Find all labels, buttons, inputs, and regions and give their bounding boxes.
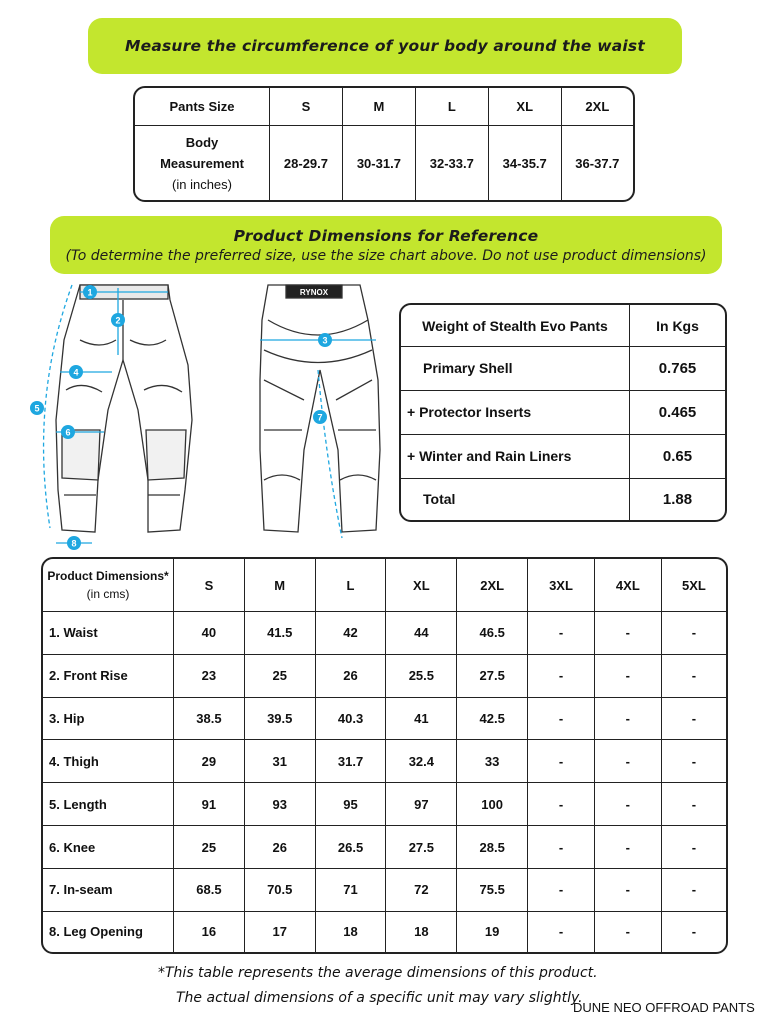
dim-cell: 31.7 [316, 740, 387, 783]
dim-cell: 25 [245, 655, 316, 698]
dim-cell: 19 [457, 912, 528, 952]
dim-cell: - [595, 655, 662, 698]
dim-row-label: 2. Front Rise [43, 655, 174, 698]
dim-cell: 27.5 [386, 826, 457, 869]
footnote-line2: The actual dimensions of a specific unit may vary slightly. [176, 990, 583, 1006]
weight-row-value: 0.465 [630, 391, 725, 435]
dim-cell: 33 [457, 740, 528, 783]
dim-cell: - [662, 826, 726, 869]
weight-row-label: + Winter and Rain Liners [401, 435, 630, 479]
product-name: DUNE NEO OFFROAD PANTS [573, 1000, 755, 1015]
dim-cell: 75.5 [457, 869, 528, 912]
dim-size-col: XL [386, 559, 457, 612]
body-label-line2: Measurement [160, 155, 244, 171]
dim-cell: - [662, 869, 726, 912]
dim-cell: 70.5 [245, 869, 316, 912]
dim-cell: - [595, 740, 662, 783]
dimensions-banner-subtitle: (To determine the preferred size, use the size chart above. Do not use product dimensions) [65, 247, 707, 264]
dim-cell: 42 [316, 612, 387, 655]
table-row [43, 740, 726, 783]
dim-cell: - [662, 783, 726, 826]
dim-cell: 29 [174, 740, 245, 783]
size-value: 34-35.7 [489, 126, 562, 200]
dim-cell: 91 [174, 783, 245, 826]
dim-cell: 68.5 [174, 869, 245, 912]
weight-row-label: Total [401, 479, 630, 520]
dim-cell: 38.5 [174, 698, 245, 741]
dim-row-label: 6. Knee [43, 826, 174, 869]
table-row [43, 783, 726, 826]
size-col: S [270, 88, 343, 126]
dim-cell: - [691, 924, 697, 940]
dim-cell: 44 [386, 612, 457, 655]
dim-cell: 72 [386, 869, 457, 912]
dim-row-label: 5. Length [43, 783, 174, 826]
size-col: 2XL [562, 88, 633, 126]
svg-text:4: 4 [73, 367, 79, 378]
dim-cell: - [528, 826, 595, 869]
dim-cell: 32.4 [386, 740, 457, 783]
dim-cell: 71 [316, 869, 387, 912]
weight-table [399, 303, 727, 522]
dim-cell: - [595, 869, 662, 912]
dim-size-col: 2XL [457, 559, 528, 612]
body-label-line3: (in inches) [172, 176, 232, 192]
marker-4 [69, 365, 83, 379]
dim-cell: - [528, 912, 595, 952]
body-measurement-label [135, 126, 270, 200]
dim-row-label: 3. Hip [43, 698, 174, 741]
marker-1 [83, 285, 97, 299]
size-chart-table [133, 86, 635, 202]
dim-header-label [43, 559, 174, 612]
dim-cell: - [662, 698, 726, 741]
dim-cell: 23 [174, 655, 245, 698]
svg-text:3: 3 [322, 335, 328, 346]
dim-cell: - [662, 655, 726, 698]
table-row [43, 826, 726, 869]
dim-row-label: 7. In-seam [43, 869, 174, 912]
svg-text:7: 7 [317, 412, 323, 423]
table-row [43, 912, 726, 952]
dim-row-label: 1. Waist [43, 612, 174, 655]
dimensions-banner [50, 216, 722, 274]
brand-logo: RYNOX [299, 288, 329, 297]
dim-cell: 26 [316, 655, 387, 698]
table-row [43, 698, 726, 741]
dim-cell: - [528, 612, 595, 655]
back-pants-illustration [260, 285, 380, 532]
size-col: XL [489, 88, 562, 126]
dim-cell: 31 [245, 740, 316, 783]
dim-cell: 42.5 [457, 698, 528, 741]
table-row [43, 655, 726, 698]
dim-cell: 26.5 [316, 826, 387, 869]
waist-banner [88, 18, 682, 74]
dim-cell: - [528, 740, 595, 783]
dim-header-title: Product Dimensions* [47, 569, 169, 583]
dim-size-col: S [174, 559, 245, 612]
weight-row-value: 0.765 [630, 347, 725, 391]
weight-row-label: + Protector Inserts [401, 391, 630, 435]
dim-cell: 39.5 [245, 698, 316, 741]
dim-cell: 17 [245, 912, 316, 952]
marker-6 [61, 425, 75, 439]
size-col: L [416, 88, 489, 126]
table-row [43, 869, 726, 912]
dim-cell: 25 [174, 826, 245, 869]
svg-text:2: 2 [115, 315, 121, 326]
weight-row-value: 0.65 [630, 435, 725, 479]
dim-cell: 40 [174, 612, 245, 655]
dim-size-col: L [316, 559, 387, 612]
dim-cell: 18 [316, 912, 387, 952]
dim-cell: 100 [457, 783, 528, 826]
dim-cell: 18 [386, 912, 457, 952]
dim-cell: - [528, 783, 595, 826]
marker-7 [313, 410, 327, 424]
dim-cell: 41 [386, 698, 457, 741]
dim-cell: 93 [245, 783, 316, 826]
dimensions-banner-title: Product Dimensions for Reference [233, 226, 539, 245]
dim-cell: 16 [174, 912, 245, 952]
svg-text:8: 8 [71, 538, 77, 549]
dim-header-unit: (in cms) [86, 587, 130, 601]
svg-text:1: 1 [87, 287, 93, 298]
table-row [43, 612, 726, 655]
size-value: 28-29.7 [270, 126, 343, 200]
svg-text:6: 6 [65, 427, 71, 438]
dim-size-col: 5XL [662, 559, 726, 612]
dim-cell: - [662, 612, 726, 655]
marker-2 [111, 313, 125, 327]
dim-cell: 40.3 [316, 698, 387, 741]
dim-size-col: 3XL [528, 559, 595, 612]
dim-cell: - [528, 655, 595, 698]
size-value: 30-31.7 [343, 126, 416, 200]
size-value: 32-33.7 [416, 126, 489, 200]
weight-row-value: 1.88 [662, 490, 693, 508]
weight-header-unit: In Kgs [630, 305, 725, 347]
dim-cell: - [595, 612, 662, 655]
product-dimensions-table [41, 557, 728, 954]
marker-8 [67, 536, 81, 550]
dim-size-col: 4XL [595, 559, 662, 612]
dim-cell: - [528, 698, 595, 741]
dim-cell: 26 [245, 826, 316, 869]
dim-cell: 25.5 [386, 655, 457, 698]
dim-cell: 46.5 [457, 612, 528, 655]
dim-cell: - [662, 740, 726, 783]
marker-5 [30, 401, 44, 415]
dim-size-col: M [245, 559, 316, 612]
footnote-line1: *This table represents the average dimensions of this product. [158, 965, 598, 981]
dim-cell: - [595, 826, 662, 869]
dim-cell: - [595, 912, 662, 952]
weight-header-label: Weight of Stealth Evo Pants [401, 305, 630, 347]
dim-cell: 27.5 [457, 655, 528, 698]
size-value: 36-37.7 [575, 155, 620, 171]
dim-cell: - [595, 698, 662, 741]
marker-3 [318, 333, 332, 347]
dim-cell: 41.5 [245, 612, 316, 655]
dim-cell: - [528, 869, 595, 912]
size-header-label: Pants Size [135, 88, 270, 126]
pants-diagram [20, 280, 410, 550]
svg-text:5: 5 [34, 403, 40, 414]
dim-cell: 97 [386, 783, 457, 826]
dim-row-label: 8. Leg Opening [43, 912, 174, 952]
dim-cell: 28.5 [457, 826, 528, 869]
dim-cell: - [595, 783, 662, 826]
dim-cell: 95 [316, 783, 387, 826]
waist-banner-title: Measure the circumference of your body around the waist [125, 37, 645, 55]
weight-row-label: Primary Shell [401, 347, 630, 391]
dim-row-label: 4. Thigh [43, 740, 174, 783]
size-col: M [343, 88, 416, 126]
body-label-line1: Body [185, 134, 219, 150]
